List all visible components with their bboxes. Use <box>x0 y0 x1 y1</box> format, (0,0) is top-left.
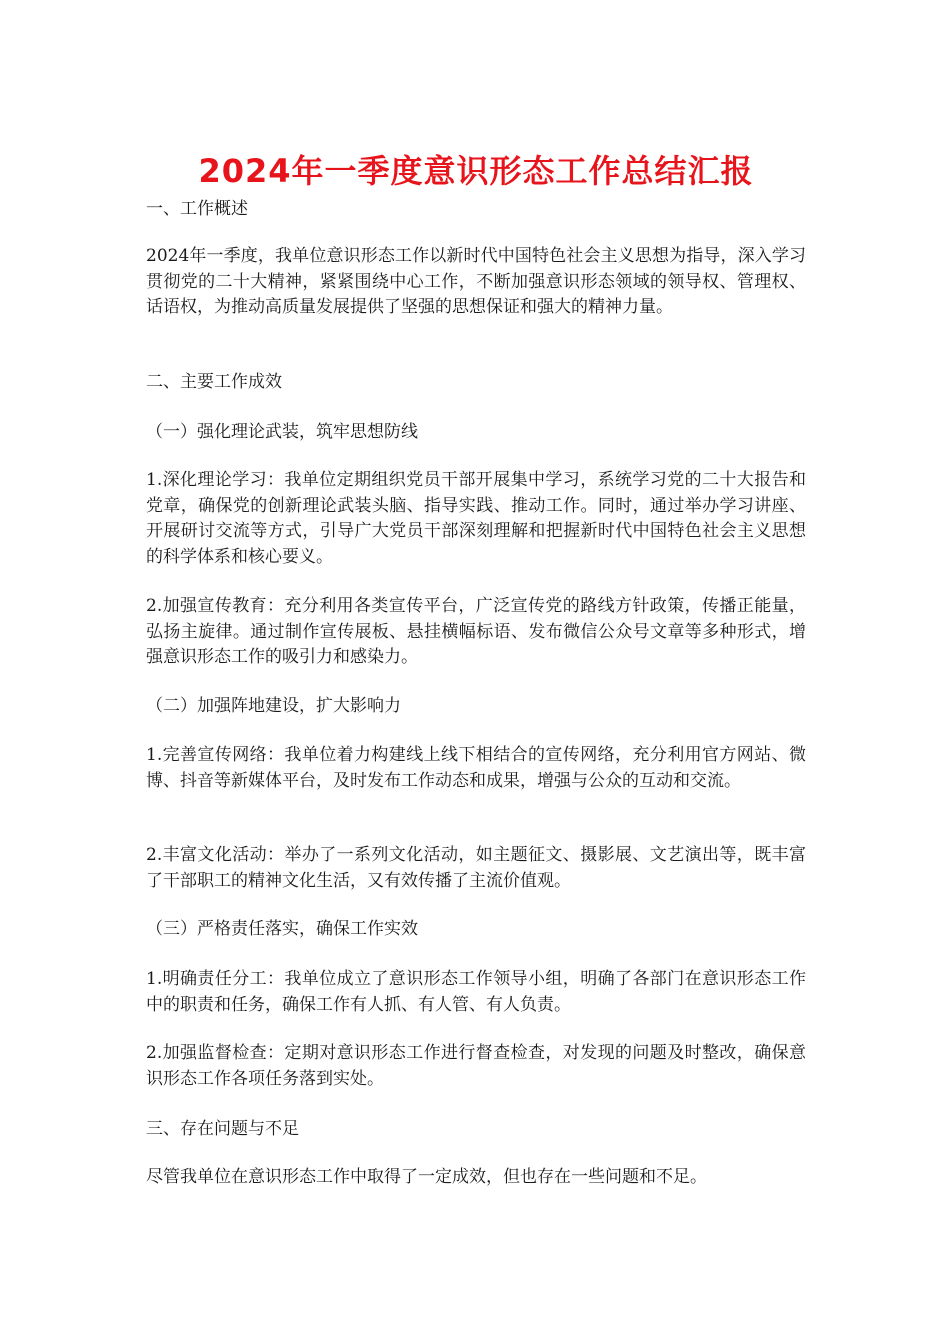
section-heading-problems: 三、存在问题与不足 <box>146 1119 299 1139</box>
paragraph-supervision: 2.加强监督检查：定期对意识形态工作进行督查检查，对发现的问题及时整改，确保意识形态工作各项任务落到实处。 <box>146 1043 806 1089</box>
document-title: 2024年一季度意识形态工作总结汇报 <box>198 152 754 191</box>
paragraph-propaganda-education: 2.加强宣传教育：充分利用各类宣传平台，广泛宣传党的路线方针政策，传播正能量，弘扬主旋律。通过制作宣传展板、悬挂横幅标语、发布微信公众号文章等多种形式，增强意识形态工作的吸引力和感染力。 <box>146 596 806 667</box>
subsection-heading-platform: （二）加强阵地建设，扩大影响力 <box>146 696 401 716</box>
paragraph-culture: 2.丰富文化活动：举办了一系列文化活动，如主题征文、摄影展、文艺演出等，既丰富了干部职工的精神文化生活，又有效传播了主流价值观。 <box>146 845 806 891</box>
section-heading-achievements: 二、主要工作成效 <box>146 372 282 392</box>
subsection-heading-responsibility: （三）严格责任落实，确保工作实效 <box>146 919 418 939</box>
subsection-heading-theory: （一）强化理论武装，筑牢思想防线 <box>146 422 418 442</box>
paragraph-responsibility: 1.明确责任分工：我单位成立了意识形态工作领导小组，明确了各部门在意识形态工作中的职责和任务，确保工作有人抓、有人管、有人负责。 <box>146 969 806 1015</box>
paragraph-network: 1.完善宣传网络：我单位着力构建线上线下相结合的宣传网络，充分利用官方网站、微博、抖音等新媒体平台，及时发布工作动态和成果，增强与公众的互动和交流。 <box>146 745 806 791</box>
paragraph-theory-study: 1.深化理论学习：我单位定期组织党员干部开展集中学习，系统学习党的二十大报告和党章，确保党的创新理论武装头脑、指导实践、推动工作。同时，通过举办学习讲座、开展研讨交流等方式，引导广大党员干部深刻理解和把握新时代中国特色社会主义思想的科学体系和核心要义。 <box>146 470 806 567</box>
paragraph-problems: 尽管我单位在意识形态工作中取得了一定成效，但也存在一些问题和不足。 <box>146 1167 707 1187</box>
paragraph-overview: 2024年一季度，我单位意识形态工作以新时代中国特色社会主义思想为指导，深入学习贯彻党的二十大精神，紧紧围绕中心工作，不断加强意识形态领域的领导权、管理权、话语权，为推动高质量发展提供了坚强的思想保证和强大的精神力量。 <box>146 246 806 317</box>
section-heading-overview: 一、工作概述 <box>146 199 248 219</box>
